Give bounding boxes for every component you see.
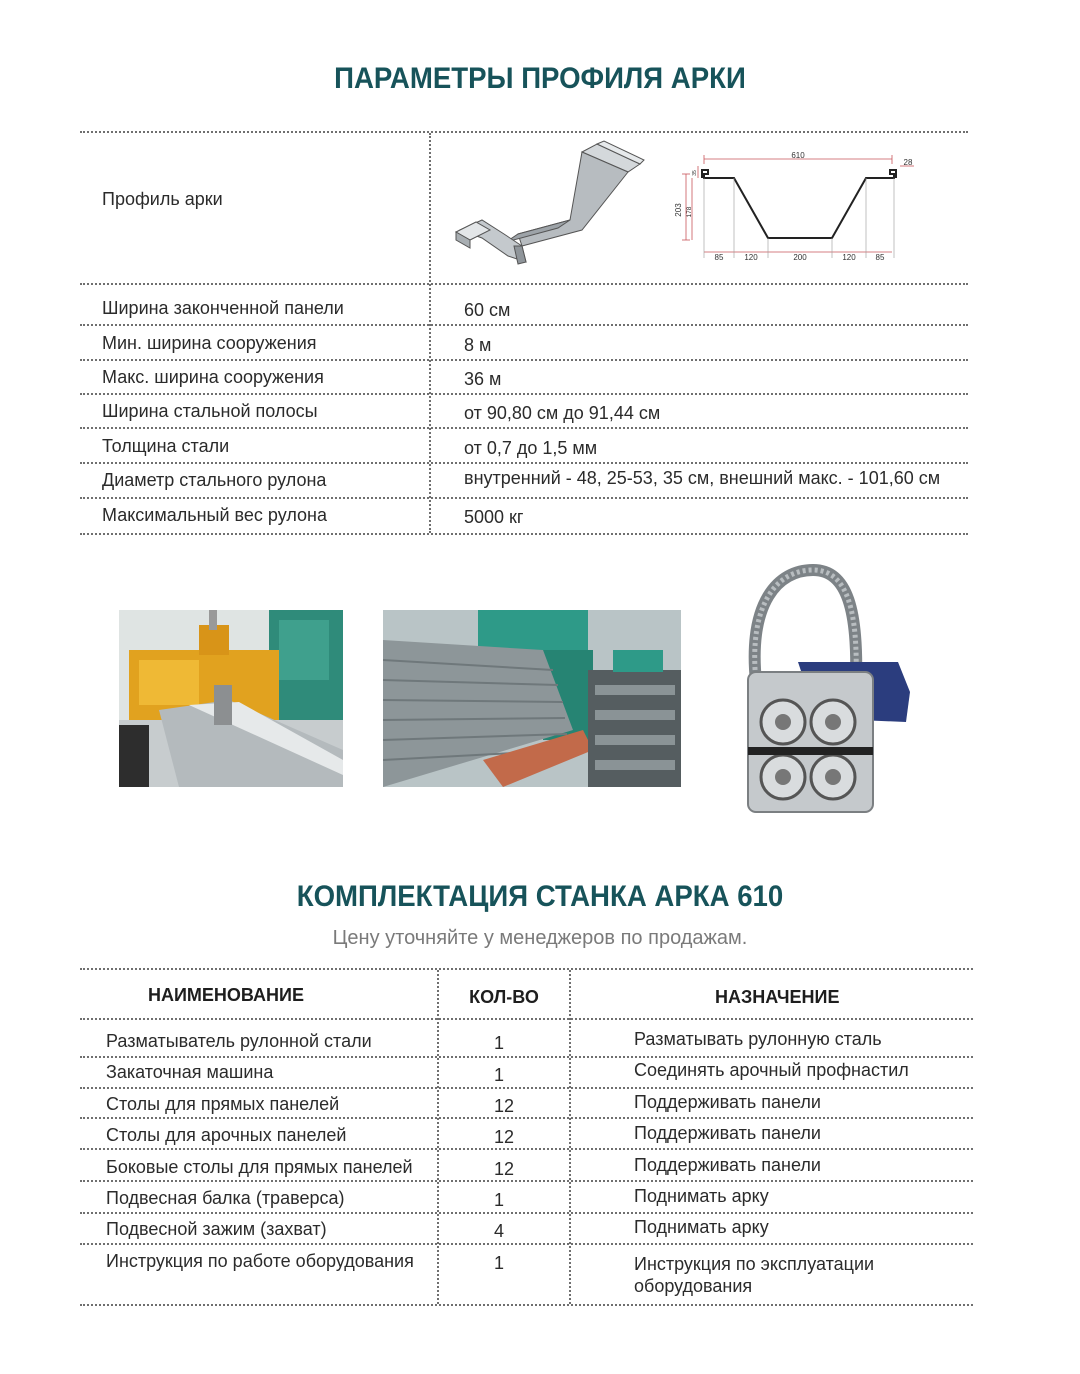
param-label: Диаметр стального рулона [102, 470, 327, 490]
dim-bottom-4: 120 [842, 253, 856, 262]
item-name: Подвесной зажим (захват) [106, 1219, 327, 1239]
param-value: 36 м [464, 369, 502, 389]
param-value: внутренний - 48, 25-53, 35 см, внешний макс. - 101,60 см [464, 468, 941, 488]
machine-photo-1 [119, 610, 343, 787]
item-purpose: Соединять арочный профнастил [634, 1060, 909, 1080]
divider [80, 283, 968, 285]
machine-photo-2 [383, 610, 681, 787]
section1-title: ПАРАМЕТРЫ ПРОФИЛЯ АРКИ [334, 62, 746, 95]
param-value: 5000 кг [464, 507, 524, 527]
dim-bottom-1: 85 [714, 253, 724, 262]
item-qty: 12 [493, 1159, 515, 1179]
item-name: Столы для арочных панелей [106, 1125, 347, 1145]
divider [80, 497, 968, 499]
header-name: НАИМЕНОВАНИЕ [148, 985, 304, 1005]
dim-bottom-5: 85 [875, 253, 885, 262]
divider [80, 1243, 973, 1245]
profile-label: Профиль арки [102, 189, 223, 209]
param-label: Толщина стали [102, 436, 230, 456]
divider [80, 1056, 973, 1058]
item-purpose: Поддерживать панели [634, 1155, 821, 1175]
item-qty: 1 [493, 1033, 504, 1053]
divider [80, 1212, 973, 1214]
item-purpose: Поднимать арку [634, 1217, 769, 1237]
item-name: Столы для прямых панелей [106, 1094, 340, 1114]
dim-28: 28 [903, 158, 913, 167]
item-name: Подвесная балка (траверса) [106, 1188, 345, 1208]
dim-bottom-2: 120 [744, 253, 758, 262]
dim-203: 203 [674, 203, 683, 217]
param-label: Ширина законченной панели [102, 298, 344, 318]
item-name: Боковые столы для прямых панелей [106, 1157, 413, 1177]
param-value: 8 м [464, 335, 492, 355]
item-name: Разматыватель рулонной стали [106, 1031, 372, 1051]
header-qty: КОЛ-ВО [469, 987, 539, 1007]
header-purpose: НАЗНАЧЕНИЕ [715, 987, 840, 1007]
divider [80, 533, 968, 535]
divider [80, 1180, 973, 1182]
item-qty: 1 [493, 1190, 504, 1210]
dim-35: 35 [692, 170, 698, 176]
divider [80, 131, 968, 133]
item-qty: 12 [493, 1096, 515, 1116]
divider [80, 324, 968, 326]
item-purpose: Поддерживать панели [634, 1092, 821, 1112]
param-label: Мин. ширина сооружения [102, 333, 317, 353]
divider [80, 427, 968, 429]
dim-178: 178 [686, 206, 693, 218]
item-qty: 12 [493, 1127, 515, 1147]
profile-3d-illustration [452, 138, 652, 270]
item-qty: 4 [493, 1221, 504, 1241]
item-name: Закаточная машина [106, 1062, 274, 1082]
divider [80, 1087, 973, 1089]
profile-drawing [672, 148, 920, 266]
item-qty: 1 [493, 1065, 504, 1085]
param-value: от 90,80 см до 91,44 см [464, 403, 661, 423]
divider [80, 462, 968, 464]
divider [80, 1117, 973, 1119]
section2-title: КОМПЛЕКТАЦИЯ СТАНКА АРКА 610 [296, 880, 784, 913]
param-label: Макс. ширина сооружения [102, 367, 324, 387]
section2-subtitle: Цену уточняйте у менеджеров по продажам. [332, 927, 748, 949]
divider [80, 1304, 973, 1306]
item-qty: 1 [493, 1253, 504, 1273]
divider [80, 1018, 973, 1020]
dim-bottom-3: 200 [793, 253, 807, 262]
dim-610: 610 [791, 151, 805, 160]
item-purpose: Инструкция по эксплуатации оборудования [634, 1254, 875, 1296]
item-name: Инструкция по работе оборудования [106, 1251, 414, 1271]
param-label: Максимальный вес рулона [102, 505, 327, 525]
column-divider [569, 970, 571, 1304]
param-value: от 0,7 до 1,5 мм [464, 438, 598, 458]
param-label: Ширина стальной полосы [102, 401, 318, 421]
item-purpose: Поднимать арку [634, 1186, 769, 1206]
column-divider [429, 133, 431, 533]
divider [80, 359, 968, 361]
item-purpose: Поддерживать панели [634, 1123, 821, 1143]
divider [80, 1148, 973, 1150]
divider [80, 393, 968, 395]
item-purpose: Разматывать рулонную сталь [634, 1029, 882, 1049]
seaming-machine-photo [738, 562, 918, 824]
param-value: 60 см [464, 300, 511, 320]
divider [80, 968, 973, 970]
